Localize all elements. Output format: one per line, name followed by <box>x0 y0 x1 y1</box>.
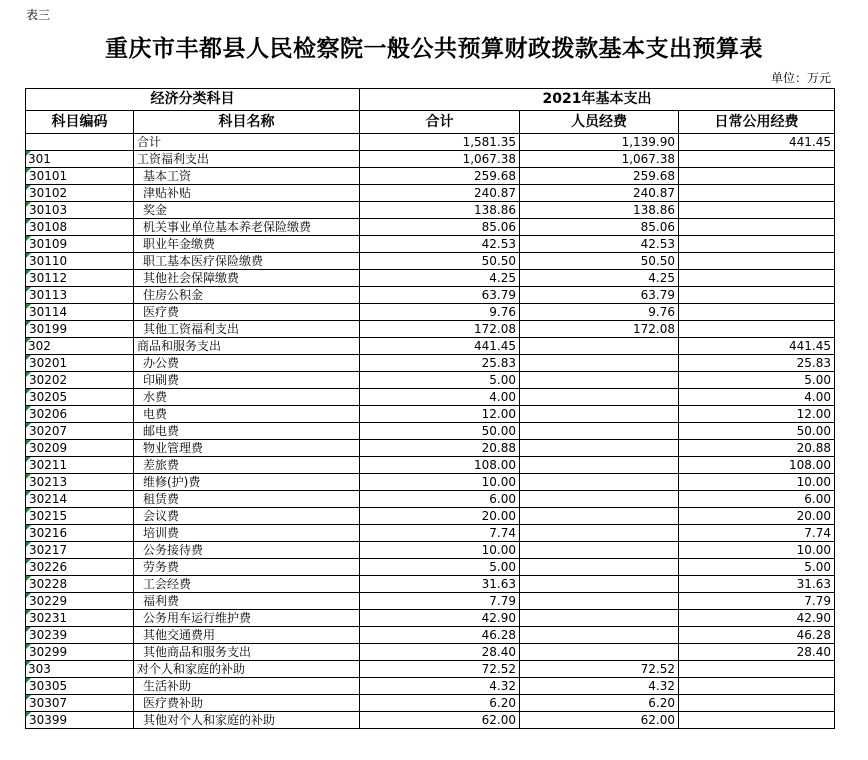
subject-name-cell: 电费 <box>134 406 360 423</box>
subject-name-cell: 职工基本医疗保险缴费 <box>134 253 360 270</box>
table-row <box>26 508 835 525</box>
public-expense-cell <box>679 185 835 202</box>
public-expense-cell: 10.00 <box>679 474 835 491</box>
public-expense-cell <box>679 287 835 304</box>
personnel-cell: 1,067.38 <box>520 151 679 168</box>
public-expense-cell <box>679 236 835 253</box>
total-cell: 28.40 <box>360 644 520 661</box>
subject-code-cell: 30201 <box>26 355 134 372</box>
subject-name-cell: 水费 <box>134 389 360 406</box>
public-expense-cell <box>679 678 835 695</box>
personnel-cell <box>520 423 679 440</box>
subject-name-cell: 住房公积金 <box>134 287 360 304</box>
table-row <box>26 236 835 253</box>
public-expense-cell <box>679 661 835 678</box>
header-basic-expenditure-2021: 2021年基本支出 <box>360 89 835 111</box>
total-cell: 12.00 <box>360 406 520 423</box>
table-row <box>26 355 835 372</box>
personnel-cell: 6.20 <box>520 695 679 712</box>
public-expense-cell: 5.00 <box>679 559 835 576</box>
subject-code-cell: 30305 <box>26 678 134 695</box>
subject-name-cell: 劳务费 <box>134 559 360 576</box>
subject-code-cell: 30113 <box>26 287 134 304</box>
subject-name-cell: 其他工资福利支出 <box>134 321 360 338</box>
table-row <box>26 287 835 304</box>
public-expense-cell <box>679 202 835 219</box>
total-cell: 10.00 <box>360 542 520 559</box>
subject-name-cell: 医疗费补助 <box>134 695 360 712</box>
total-cell: 1,067.38 <box>360 151 520 168</box>
table-row <box>26 389 835 406</box>
total-cell: 4.00 <box>360 389 520 406</box>
subject-code-cell: 30213 <box>26 474 134 491</box>
total-cell: 10.00 <box>360 474 520 491</box>
subject-name-cell: 工资福利支出 <box>134 151 360 168</box>
subject-code-cell: 30109 <box>26 236 134 253</box>
personnel-cell <box>520 372 679 389</box>
table-row <box>26 202 835 219</box>
subject-name-cell: 其他社会保障缴费 <box>134 270 360 287</box>
personnel-cell <box>520 559 679 576</box>
table-row <box>26 695 835 712</box>
unit-label: 单位：万元 <box>770 71 831 85</box>
table-row <box>26 593 835 610</box>
total-cell: 62.00 <box>360 712 520 729</box>
table-row <box>26 661 835 678</box>
subject-code-cell: 30205 <box>26 389 134 406</box>
personnel-cell <box>520 593 679 610</box>
personnel-cell: 138.86 <box>520 202 679 219</box>
subject-name-cell: 租赁费 <box>134 491 360 508</box>
header-personnel-expenses: 人员经费 <box>520 111 679 134</box>
subject-code-cell: 30206 <box>26 406 134 423</box>
header-public-expenses: 日常公用经费 <box>679 111 835 134</box>
public-expense-cell: 7.74 <box>679 525 835 542</box>
personnel-cell <box>520 457 679 474</box>
public-expense-cell: 6.00 <box>679 491 835 508</box>
subject-code-cell: 30299 <box>26 644 134 661</box>
subject-code-cell: 30112 <box>26 270 134 287</box>
subject-name-cell: 机关事业单位基本养老保险缴费 <box>134 219 360 236</box>
subject-code-cell: 30214 <box>26 491 134 508</box>
public-expense-cell: 28.40 <box>679 644 835 661</box>
subject-name-cell: 印刷费 <box>134 372 360 389</box>
personnel-cell: 42.53 <box>520 236 679 253</box>
public-expense-cell <box>679 253 835 270</box>
subject-code-cell: 30102 <box>26 185 134 202</box>
subject-name-cell: 福利费 <box>134 593 360 610</box>
page-title: 重庆市丰都县人民检察院一般公共预算财政拨款基本支出预算表 <box>105 35 763 62</box>
total-cell: 138.86 <box>360 202 520 219</box>
personnel-cell <box>520 491 679 508</box>
subject-code-cell: 302 <box>26 338 134 355</box>
table-row <box>26 372 835 389</box>
table-row <box>26 304 835 321</box>
table-row <box>26 491 835 508</box>
personnel-cell <box>520 355 679 372</box>
table-row <box>26 219 835 236</box>
total-cell: 9.76 <box>360 304 520 321</box>
public-expense-cell: 20.00 <box>679 508 835 525</box>
table-body <box>26 134 835 729</box>
table-row <box>26 134 835 151</box>
subject-code-cell: 30228 <box>26 576 134 593</box>
total-cell: 6.20 <box>360 695 520 712</box>
subject-name-cell: 邮电费 <box>134 423 360 440</box>
public-expense-cell: 4.00 <box>679 389 835 406</box>
total-cell: 31.63 <box>360 576 520 593</box>
subject-name-cell: 奖金 <box>134 202 360 219</box>
public-expense-cell <box>679 168 835 185</box>
personnel-cell: 1,139.90 <box>520 134 679 151</box>
personnel-cell: 259.68 <box>520 168 679 185</box>
total-cell: 42.90 <box>360 610 520 627</box>
subject-name-cell: 医疗费 <box>134 304 360 321</box>
header-subject-code: 科目编码 <box>26 111 134 134</box>
subject-name-cell: 合计 <box>134 134 360 151</box>
total-cell: 6.00 <box>360 491 520 508</box>
personnel-cell: 4.32 <box>520 678 679 695</box>
header-economic-classification: 经济分类科目 <box>26 89 360 111</box>
public-expense-cell <box>679 304 835 321</box>
subject-code-cell: 30217 <box>26 542 134 559</box>
table-row <box>26 712 835 729</box>
subject-name-cell: 津贴补贴 <box>134 185 360 202</box>
total-cell: 20.88 <box>360 440 520 457</box>
personnel-cell: 172.08 <box>520 321 679 338</box>
table-row <box>26 406 835 423</box>
table-row <box>26 440 835 457</box>
personnel-cell: 240.87 <box>520 185 679 202</box>
subject-code-cell <box>26 134 134 151</box>
personnel-cell <box>520 576 679 593</box>
personnel-cell <box>520 474 679 491</box>
table-row <box>26 610 835 627</box>
subject-name-cell: 其他交通费用 <box>134 627 360 644</box>
table-row <box>26 270 835 287</box>
public-expense-cell: 31.63 <box>679 576 835 593</box>
subject-name-cell: 对个人和家庭的补助 <box>134 661 360 678</box>
subject-code-cell: 30103 <box>26 202 134 219</box>
public-expense-cell <box>679 712 835 729</box>
personnel-cell: 85.06 <box>520 219 679 236</box>
table-row <box>26 321 835 338</box>
personnel-cell <box>520 525 679 542</box>
personnel-cell <box>520 627 679 644</box>
subject-name-cell: 其他商品和服务支出 <box>134 644 360 661</box>
subject-code-cell: 30211 <box>26 457 134 474</box>
personnel-cell: 62.00 <box>520 712 679 729</box>
table-row <box>26 168 835 185</box>
public-expense-cell: 441.45 <box>679 338 835 355</box>
table-row <box>26 253 835 270</box>
total-cell: 5.00 <box>360 372 520 389</box>
total-cell: 20.00 <box>360 508 520 525</box>
personnel-cell <box>520 338 679 355</box>
header-row-group <box>26 89 835 111</box>
subject-code-cell: 30399 <box>26 712 134 729</box>
total-cell: 259.68 <box>360 168 520 185</box>
public-expense-cell <box>679 219 835 236</box>
total-cell: 85.06 <box>360 219 520 236</box>
subject-name-cell: 其他对个人和家庭的补助 <box>134 712 360 729</box>
total-cell: 7.79 <box>360 593 520 610</box>
total-cell: 1,581.35 <box>360 134 520 151</box>
public-expense-cell: 46.28 <box>679 627 835 644</box>
table-row <box>26 678 835 695</box>
subject-code-cell: 30229 <box>26 593 134 610</box>
public-expense-cell: 42.90 <box>679 610 835 627</box>
header-subject-name: 科目名称 <box>134 111 360 134</box>
personnel-cell: 50.50 <box>520 253 679 270</box>
table-row <box>26 185 835 202</box>
subject-name-cell: 基本工资 <box>134 168 360 185</box>
subject-name-cell: 职业年金缴费 <box>134 236 360 253</box>
total-cell: 4.25 <box>360 270 520 287</box>
subject-name-cell: 维修(护)费 <box>134 474 360 491</box>
document-label: 表三 <box>26 8 51 22</box>
table-row <box>26 559 835 576</box>
personnel-cell <box>520 389 679 406</box>
subject-code-cell: 30207 <box>26 423 134 440</box>
subject-code-cell: 301 <box>26 151 134 168</box>
personnel-cell <box>520 508 679 525</box>
table-row <box>26 151 835 168</box>
table-row <box>26 457 835 474</box>
subject-code-cell: 30110 <box>26 253 134 270</box>
public-expense-cell <box>679 695 835 712</box>
subject-code-cell: 30199 <box>26 321 134 338</box>
table-row <box>26 542 835 559</box>
subject-name-cell: 商品和服务支出 <box>134 338 360 355</box>
subject-code-cell: 30114 <box>26 304 134 321</box>
table-row <box>26 576 835 593</box>
personnel-cell <box>520 644 679 661</box>
table-row <box>26 338 835 355</box>
personnel-cell: 9.76 <box>520 304 679 321</box>
table-row <box>26 525 835 542</box>
header-total: 合计 <box>360 111 520 134</box>
personnel-cell <box>520 406 679 423</box>
total-cell: 72.52 <box>360 661 520 678</box>
total-cell: 172.08 <box>360 321 520 338</box>
table-row <box>26 474 835 491</box>
subject-code-cell: 30202 <box>26 372 134 389</box>
total-cell: 25.83 <box>360 355 520 372</box>
personnel-cell: 72.52 <box>520 661 679 678</box>
public-expense-cell: 108.00 <box>679 457 835 474</box>
total-cell: 7.74 <box>360 525 520 542</box>
total-cell: 108.00 <box>360 457 520 474</box>
table-row <box>26 423 835 440</box>
public-expense-cell <box>679 270 835 287</box>
subject-code-cell: 30226 <box>26 559 134 576</box>
subject-name-cell: 公务接待费 <box>134 542 360 559</box>
header-row-columns <box>26 111 835 134</box>
budget-table <box>25 88 835 729</box>
subject-code-cell: 30215 <box>26 508 134 525</box>
subject-code-cell: 30239 <box>26 627 134 644</box>
table-row <box>26 644 835 661</box>
personnel-cell: 63.79 <box>520 287 679 304</box>
public-expense-cell: 10.00 <box>679 542 835 559</box>
subject-name-cell: 差旅费 <box>134 457 360 474</box>
subject-name-cell: 物业管理费 <box>134 440 360 457</box>
personnel-cell <box>520 542 679 559</box>
subject-name-cell: 培训费 <box>134 525 360 542</box>
subject-code-cell: 30209 <box>26 440 134 457</box>
total-cell: 50.00 <box>360 423 520 440</box>
total-cell: 240.87 <box>360 185 520 202</box>
public-expense-cell: 5.00 <box>679 372 835 389</box>
public-expense-cell: 7.79 <box>679 593 835 610</box>
personnel-cell <box>520 440 679 457</box>
subject-name-cell: 工会经费 <box>134 576 360 593</box>
subject-code-cell: 30231 <box>26 610 134 627</box>
public-expense-cell: 441.45 <box>679 134 835 151</box>
subject-code-cell: 30307 <box>26 695 134 712</box>
subject-code-cell: 30216 <box>26 525 134 542</box>
total-cell: 5.00 <box>360 559 520 576</box>
personnel-cell: 4.25 <box>520 270 679 287</box>
total-cell: 46.28 <box>360 627 520 644</box>
subject-code-cell: 30101 <box>26 168 134 185</box>
subject-code-cell: 303 <box>26 661 134 678</box>
subject-name-cell: 会议费 <box>134 508 360 525</box>
total-cell: 441.45 <box>360 338 520 355</box>
table-row <box>26 627 835 644</box>
personnel-cell <box>520 610 679 627</box>
subject-name-cell: 生活补助 <box>134 678 360 695</box>
subject-name-cell: 公务用车运行维护费 <box>134 610 360 627</box>
subject-name-cell: 办公费 <box>134 355 360 372</box>
total-cell: 4.32 <box>360 678 520 695</box>
public-expense-cell <box>679 321 835 338</box>
public-expense-cell: 20.88 <box>679 440 835 457</box>
public-expense-cell: 25.83 <box>679 355 835 372</box>
public-expense-cell: 12.00 <box>679 406 835 423</box>
public-expense-cell <box>679 151 835 168</box>
total-cell: 50.50 <box>360 253 520 270</box>
total-cell: 42.53 <box>360 236 520 253</box>
public-expense-cell: 50.00 <box>679 423 835 440</box>
subject-code-cell: 30108 <box>26 219 134 236</box>
total-cell: 63.79 <box>360 287 520 304</box>
